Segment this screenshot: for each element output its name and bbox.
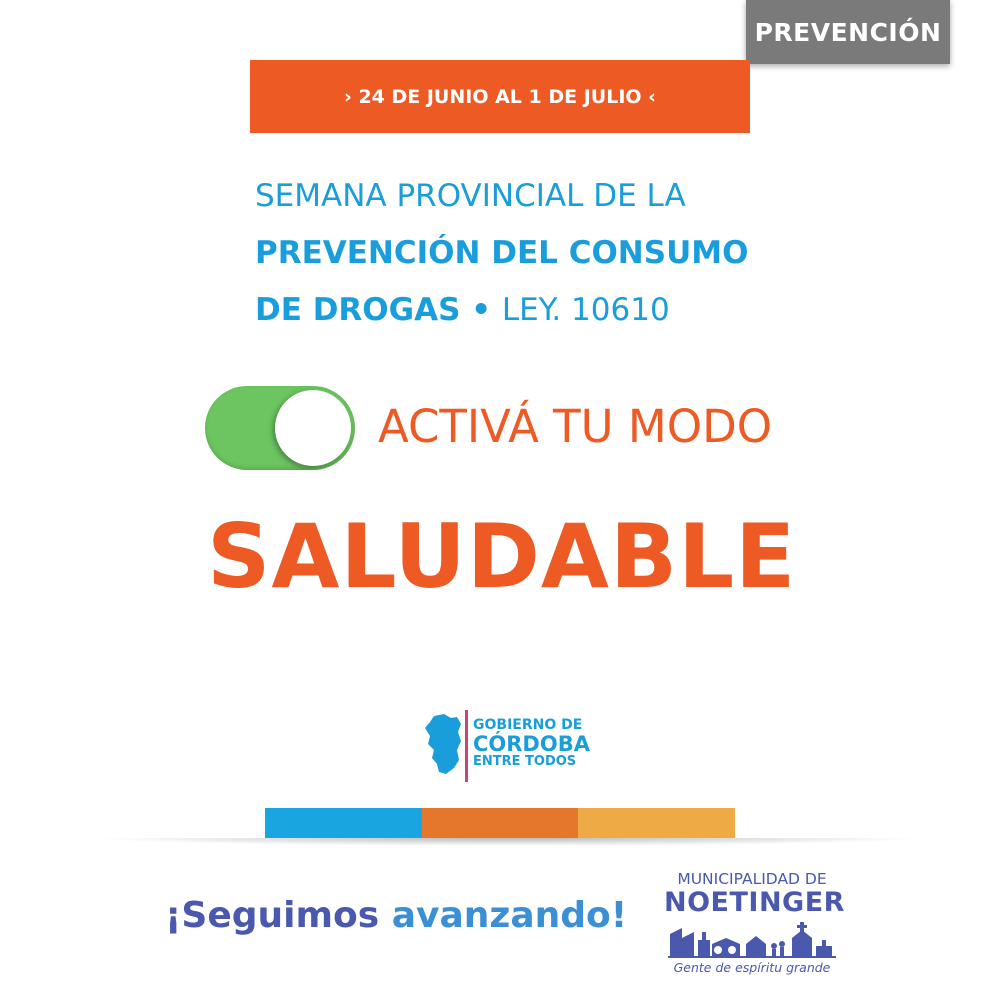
category-tag [746, 0, 950, 64]
footer-slogan [165, 895, 627, 936]
page-fold-shadow [90, 838, 930, 846]
gov-line-2: CÓRDOBA [473, 731, 590, 756]
municipality-title: MUNICIPALIDAD DE [677, 870, 827, 888]
slogan-word-1: ¡Seguimos [165, 895, 380, 936]
color-bar-blue [265, 808, 422, 838]
municipality-logo [664, 870, 845, 980]
gov-line-3: ENTRE TODOS [473, 753, 577, 769]
headline-separator: • [460, 292, 502, 328]
toggle-knob [275, 390, 351, 466]
municipality-slogan: Gente de espíritu grande [673, 960, 831, 975]
headline-law-text: LEY. 10610 [501, 292, 670, 328]
color-bar-yellow [578, 808, 735, 838]
headline-line-3 [255, 282, 815, 339]
date-banner [250, 60, 750, 133]
headline-line-2: PREVENCIÓN DEL CONSUMO [255, 235, 749, 271]
headline-line-1: SEMANA PROVINCIAL DE LA [255, 178, 686, 214]
mode-toggle-switch [205, 386, 355, 470]
town-skyline-icon [668, 920, 836, 958]
date-range-text: › 24 DE JUNIO AL 1 DE JULIO ‹ [344, 85, 656, 108]
campaign-lead-text: ACTIVÁ TU MODO [378, 400, 773, 453]
headline [255, 168, 815, 339]
campaign-main-text: SALUDABLE [207, 505, 797, 608]
headline-drugs-text: DE DROGAS [255, 292, 461, 328]
slogan-word-2: avanzando! [391, 895, 628, 936]
gov-logo-text [473, 718, 590, 768]
gobierno-cordoba-logo [424, 710, 590, 782]
cordoba-province-map-icon [424, 714, 462, 776]
color-bar-orange [422, 808, 579, 838]
gov-line-1: GOBIERNO DE [473, 717, 583, 733]
tricolor-bar [265, 808, 735, 838]
municipality-name: NOETINGER [664, 887, 845, 918]
logo-divider [465, 710, 468, 782]
category-tag-label: PREVENCIÓN [754, 17, 942, 47]
